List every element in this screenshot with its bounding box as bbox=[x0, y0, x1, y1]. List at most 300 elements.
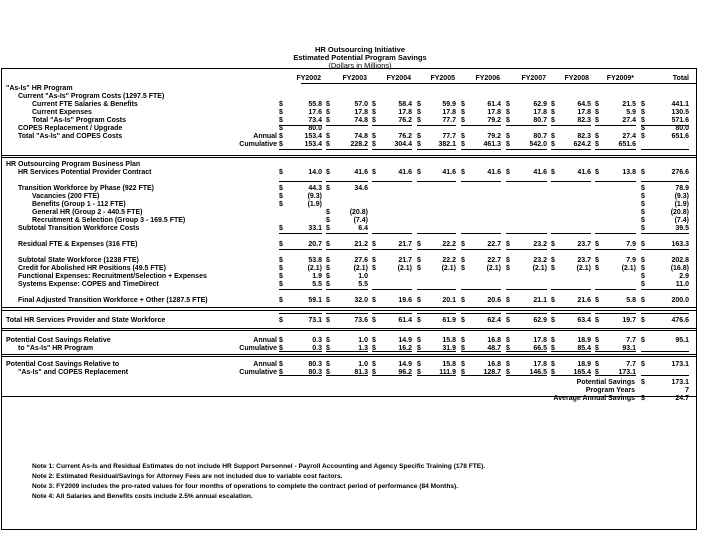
currency-sign: $ bbox=[417, 141, 421, 148]
column-header: FY2008 bbox=[564, 75, 589, 82]
currency-sign: $ bbox=[551, 265, 555, 272]
currency-sign: $ bbox=[641, 225, 645, 232]
subtotal-rule bbox=[372, 313, 412, 314]
subtotal-rule bbox=[641, 125, 689, 126]
currency-sign: $ bbox=[372, 133, 376, 140]
currency-sign: $ bbox=[417, 297, 421, 304]
currency-sign: $ bbox=[279, 345, 283, 352]
currency-sign: $ bbox=[641, 125, 645, 132]
currency-sign: $ bbox=[279, 185, 283, 192]
section-divider bbox=[2, 328, 697, 329]
subtotal-rule bbox=[372, 249, 412, 250]
section-divider bbox=[2, 307, 697, 308]
value-cell: 76.2 bbox=[398, 117, 412, 124]
value-cell: 17.8 bbox=[577, 109, 591, 116]
currency-sign: $ bbox=[279, 265, 283, 272]
row-label: Systems Expense: COPES and TimeDirect bbox=[18, 281, 159, 288]
value-cell: 15.8 bbox=[442, 337, 456, 344]
currency-sign: $ bbox=[641, 241, 645, 248]
subtotal-rule bbox=[417, 375, 456, 376]
currency-sign: $ bbox=[279, 297, 283, 304]
value-cell: 22.2 bbox=[442, 257, 456, 264]
value-cell: 22.2 bbox=[442, 241, 456, 248]
currency-sign: $ bbox=[279, 257, 283, 264]
value-cell: 62.9 bbox=[533, 101, 547, 108]
currency-sign: $ bbox=[279, 169, 283, 176]
subtotal-rule bbox=[326, 289, 368, 290]
currency-sign: $ bbox=[461, 361, 465, 368]
row-label: "As-Is" HR Program bbox=[6, 85, 73, 92]
row-label: Transition Workforce by Phase (922 FTE) bbox=[18, 185, 155, 192]
value-cell: 1.0 bbox=[358, 361, 368, 368]
row-label: General HR (Group 2 - 440.5 FTE) bbox=[32, 209, 143, 216]
value-cell: 128.7 bbox=[483, 369, 501, 376]
value-cell: 23.7 bbox=[577, 241, 591, 248]
currency-sign: $ bbox=[641, 281, 645, 288]
currency-sign: $ bbox=[641, 117, 645, 124]
currency-sign: $ bbox=[417, 109, 421, 116]
subtotal-rule bbox=[326, 313, 368, 314]
value-cell: 5.5 bbox=[312, 281, 322, 288]
value-cell: 476.6 bbox=[671, 317, 689, 324]
value-cell: (2.1) bbox=[576, 265, 591, 272]
value-cell: 53.8 bbox=[308, 257, 322, 264]
value-cell: 15.8 bbox=[442, 361, 456, 368]
value-cell: (20.8) bbox=[670, 209, 689, 216]
currency-sign: $ bbox=[372, 297, 376, 304]
value-cell: (7.4) bbox=[674, 217, 689, 224]
currency-sign: $ bbox=[461, 265, 465, 272]
currency-sign: $ bbox=[595, 169, 599, 176]
value-cell: 80.7 bbox=[533, 133, 547, 140]
row-label: "As-Is" and COPES Replacement bbox=[18, 369, 129, 376]
subtotal-rule bbox=[461, 375, 501, 376]
currency-sign: $ bbox=[506, 317, 510, 324]
currency-sign: $ bbox=[506, 265, 510, 272]
value-cell: 16.8 bbox=[487, 361, 501, 368]
currency-sign: $ bbox=[641, 379, 645, 386]
footnote: Note 1: Current As-Is and Residual Estimates do not include HR Support Personnel - Payroll Accounting and Agency Specific Training (178 FTE). bbox=[32, 463, 486, 470]
value-cell: 5.5 bbox=[358, 281, 368, 288]
subtotal-rule bbox=[279, 249, 322, 250]
value-cell: 81.3 bbox=[354, 369, 368, 376]
currency-sign: $ bbox=[595, 133, 599, 140]
subtotal-rule bbox=[279, 125, 322, 126]
subtotal-rule bbox=[372, 289, 412, 290]
subtotal-rule bbox=[641, 149, 689, 150]
value-cell: 41.6 bbox=[354, 169, 368, 176]
value-cell: 21.7 bbox=[398, 257, 412, 264]
subtotal-rule bbox=[595, 249, 636, 250]
savings-table bbox=[1, 68, 697, 530]
value-cell: 7.7 bbox=[626, 361, 636, 368]
value-cell: 63.4 bbox=[577, 317, 591, 324]
currency-sign: $ bbox=[551, 169, 555, 176]
currency-sign: $ bbox=[372, 265, 376, 272]
currency-sign: $ bbox=[595, 257, 599, 264]
value-cell: 17.8 bbox=[442, 109, 456, 116]
currency-sign: $ bbox=[506, 141, 510, 148]
currency-sign: $ bbox=[326, 257, 330, 264]
currency-sign: $ bbox=[641, 297, 645, 304]
value-cell: 73.6 bbox=[354, 317, 368, 324]
value-cell: 80.0 bbox=[675, 125, 689, 132]
row-label: Recruitment & Selection (Group 3 - 169.5 FTE) bbox=[32, 217, 186, 224]
value-cell: 14.0 bbox=[308, 169, 322, 176]
value-cell: 651.6 bbox=[618, 141, 636, 148]
currency-sign: $ bbox=[551, 133, 555, 140]
currency-sign: $ bbox=[326, 185, 330, 192]
value-cell: 5.9 bbox=[626, 109, 636, 116]
value-cell: 22.7 bbox=[487, 241, 501, 248]
value-cell: 624.2 bbox=[573, 141, 591, 148]
currency-sign: $ bbox=[551, 297, 555, 304]
section-divider bbox=[2, 155, 697, 156]
value-cell: 41.6 bbox=[533, 169, 547, 176]
subtotal-rule bbox=[641, 249, 689, 250]
subtotal-rule bbox=[551, 289, 591, 290]
currency-sign: $ bbox=[279, 101, 283, 108]
currency-sign: $ bbox=[326, 217, 330, 224]
currency-sign: $ bbox=[461, 337, 465, 344]
subtotal-rule bbox=[595, 313, 636, 314]
subtotal-rule bbox=[372, 375, 412, 376]
currency-sign: $ bbox=[551, 345, 555, 352]
section-divider bbox=[2, 356, 697, 357]
currency-sign: $ bbox=[641, 209, 645, 216]
value-cell: 21.7 bbox=[398, 241, 412, 248]
currency-sign: $ bbox=[372, 337, 376, 344]
value-cell: 82.3 bbox=[577, 133, 591, 140]
value-cell: 20.6 bbox=[487, 297, 501, 304]
currency-sign: $ bbox=[326, 337, 330, 344]
value-cell: (20.8) bbox=[349, 209, 368, 216]
currency-sign: $ bbox=[372, 345, 376, 352]
subtotal-rule bbox=[417, 289, 456, 290]
row-label: Subtotal Transition Workforce Costs bbox=[18, 225, 140, 232]
value-cell: 163.3 bbox=[671, 241, 689, 248]
currency-sign: $ bbox=[506, 169, 510, 176]
currency-sign: $ bbox=[551, 369, 555, 376]
value-cell: 85.4 bbox=[577, 345, 591, 352]
section-divider bbox=[2, 330, 697, 331]
value-cell: 48.7 bbox=[487, 345, 501, 352]
value-cell: 95.1 bbox=[675, 337, 689, 344]
column-header: FY2009* bbox=[606, 75, 634, 82]
value-cell: 41.6 bbox=[398, 169, 412, 176]
subtotal-rule bbox=[461, 249, 501, 250]
subtotal-rule bbox=[279, 289, 322, 290]
column-header: FY2003 bbox=[342, 75, 367, 82]
subtotal-rule bbox=[551, 375, 591, 376]
currency-sign: $ bbox=[551, 361, 555, 368]
currency-sign: $ bbox=[417, 241, 421, 248]
currency-sign: $ bbox=[641, 133, 645, 140]
value-cell: 96.2 bbox=[398, 369, 412, 376]
currency-sign: $ bbox=[506, 241, 510, 248]
currency-sign: $ bbox=[551, 257, 555, 264]
report-units: (Dollars in Millions) bbox=[328, 61, 392, 70]
value-cell: 1.0 bbox=[358, 337, 368, 344]
value-cell: 55.8 bbox=[308, 101, 322, 108]
currency-sign: $ bbox=[279, 133, 283, 140]
value-cell: 165.4 bbox=[573, 369, 591, 376]
footnote: Note 2: Estimated Residual/Savings for Attorney Fees are not included due to variable cost factors. bbox=[32, 473, 343, 480]
value-cell: 17.8 bbox=[533, 361, 547, 368]
currency-sign: $ bbox=[279, 193, 283, 200]
value-cell: 76.2 bbox=[398, 133, 412, 140]
subtotal-rule bbox=[326, 125, 368, 126]
subtotal-rule bbox=[595, 181, 636, 182]
row-sublabel: Cumulative bbox=[239, 345, 277, 352]
currency-sign: $ bbox=[372, 109, 376, 116]
value-cell: 21.1 bbox=[533, 297, 547, 304]
currency-sign: $ bbox=[641, 101, 645, 108]
value-cell: 39.5 bbox=[675, 225, 689, 232]
value-cell: 77.7 bbox=[442, 133, 456, 140]
currency-sign: $ bbox=[506, 337, 510, 344]
row-label: Potential Cost Savings Relative bbox=[6, 337, 111, 344]
currency-sign: $ bbox=[595, 337, 599, 344]
subtotal-rule bbox=[372, 351, 412, 352]
value-cell: 18.9 bbox=[577, 361, 591, 368]
value-cell: 7.9 bbox=[626, 241, 636, 248]
currency-sign: $ bbox=[641, 169, 645, 176]
value-cell: 21.5 bbox=[622, 101, 636, 108]
subtotal-rule bbox=[506, 149, 547, 150]
value-cell: 31.9 bbox=[442, 345, 456, 352]
subtotal-rule bbox=[595, 125, 636, 126]
subtotal-rule bbox=[641, 313, 689, 314]
currency-sign: $ bbox=[279, 273, 283, 280]
currency-sign: $ bbox=[461, 297, 465, 304]
header-underline bbox=[301, 83, 697, 84]
currency-sign: $ bbox=[326, 109, 330, 116]
currency-sign: $ bbox=[326, 117, 330, 124]
currency-sign: $ bbox=[279, 109, 283, 116]
subtotal-rule bbox=[506, 125, 547, 126]
subtotal-rule bbox=[595, 375, 636, 376]
subtotal-rule bbox=[641, 233, 689, 234]
value-cell: 16.8 bbox=[487, 337, 501, 344]
currency-sign: $ bbox=[372, 117, 376, 124]
row-sublabel: Cumulative bbox=[239, 141, 277, 148]
value-cell: 5.8 bbox=[626, 297, 636, 304]
value-cell: 41.6 bbox=[442, 169, 456, 176]
subtotal-rule bbox=[506, 351, 547, 352]
subtotal-rule bbox=[326, 181, 368, 182]
subtotal-rule bbox=[506, 313, 547, 314]
subtotal-rule bbox=[279, 313, 322, 314]
subtotal-rule bbox=[551, 313, 591, 314]
currency-sign: $ bbox=[595, 345, 599, 352]
currency-sign: $ bbox=[506, 133, 510, 140]
subtotal-rule bbox=[506, 375, 547, 376]
currency-sign: $ bbox=[595, 109, 599, 116]
value-cell: 57.0 bbox=[354, 101, 368, 108]
row-label: Residual FTE & Expenses (316 FTE) bbox=[18, 241, 138, 248]
value-cell: 19.7 bbox=[622, 317, 636, 324]
currency-sign: $ bbox=[279, 361, 283, 368]
subtotal-rule bbox=[551, 125, 591, 126]
value-cell: 382.1 bbox=[438, 141, 456, 148]
currency-sign: $ bbox=[326, 361, 330, 368]
value-cell: 17.8 bbox=[354, 109, 368, 116]
currency-sign: $ bbox=[326, 101, 330, 108]
row-label: HR Outsourcing Program Business Plan bbox=[6, 161, 141, 168]
value-cell: (1.9) bbox=[674, 201, 689, 208]
row-sublabel: Annual bbox=[253, 361, 277, 368]
value-cell: 21.2 bbox=[354, 241, 368, 248]
currency-sign: $ bbox=[595, 241, 599, 248]
currency-sign: $ bbox=[372, 101, 376, 108]
value-cell: 111.9 bbox=[439, 369, 456, 376]
currency-sign: $ bbox=[372, 169, 376, 176]
subtotal-rule bbox=[595, 233, 636, 234]
value-cell: 59.9 bbox=[442, 101, 456, 108]
subtotal-rule bbox=[461, 149, 501, 150]
currency-sign: $ bbox=[506, 361, 510, 368]
value-cell: (16.8) bbox=[670, 265, 689, 272]
value-cell: 82.3 bbox=[577, 117, 591, 124]
subtotal-rule bbox=[461, 351, 501, 352]
currency-sign: $ bbox=[326, 273, 330, 280]
value-cell: 651.6 bbox=[671, 133, 689, 140]
subtotal-rule bbox=[372, 233, 412, 234]
value-cell: 27.4 bbox=[622, 133, 636, 140]
value-cell: 59.1 bbox=[308, 297, 322, 304]
currency-sign: $ bbox=[461, 369, 465, 376]
column-header: Total bbox=[672, 75, 689, 82]
value-cell: 14.9 bbox=[398, 337, 412, 344]
value-cell: (9.3) bbox=[674, 193, 689, 200]
value-cell: 19.6 bbox=[398, 297, 412, 304]
currency-sign: $ bbox=[279, 225, 283, 232]
value-cell: 11.0 bbox=[675, 281, 689, 288]
section-divider bbox=[2, 157, 697, 158]
column-header: FY2006 bbox=[475, 75, 500, 82]
value-cell: 61.4 bbox=[398, 317, 412, 324]
subtotal-rule bbox=[461, 181, 501, 182]
row-label: Total "As-Is" and COPES Costs bbox=[18, 133, 123, 140]
currency-sign: $ bbox=[595, 101, 599, 108]
subtotal-rule bbox=[279, 375, 322, 376]
value-cell: 17.8 bbox=[533, 109, 547, 116]
value-cell: 61.4 bbox=[487, 101, 501, 108]
currency-sign: $ bbox=[326, 241, 330, 248]
currency-sign: $ bbox=[279, 337, 283, 344]
value-cell: 80.0 bbox=[308, 125, 322, 132]
subtotal-rule bbox=[551, 181, 591, 182]
value-cell: 17.8 bbox=[487, 109, 501, 116]
summary-value: 7 bbox=[685, 387, 689, 394]
value-cell: 153.4 bbox=[304, 141, 322, 148]
currency-sign: $ bbox=[417, 345, 421, 352]
currency-sign: $ bbox=[372, 241, 376, 248]
value-cell: 27.4 bbox=[622, 117, 636, 124]
value-cell: 27.6 bbox=[354, 257, 368, 264]
subtotal-rule bbox=[417, 249, 456, 250]
section-divider bbox=[2, 310, 697, 311]
currency-sign: $ bbox=[326, 225, 330, 232]
value-cell: 73.4 bbox=[308, 117, 322, 124]
value-cell: 73.1 bbox=[308, 317, 322, 324]
subtotal-rule bbox=[417, 125, 456, 126]
value-cell: 18.9 bbox=[577, 337, 591, 344]
currency-sign: $ bbox=[326, 369, 330, 376]
value-cell: 2.9 bbox=[679, 273, 689, 280]
currency-sign: $ bbox=[417, 117, 421, 124]
value-cell: 0.3 bbox=[312, 345, 322, 352]
currency-sign: $ bbox=[641, 185, 645, 192]
subtotal-rule bbox=[506, 233, 547, 234]
currency-sign: $ bbox=[595, 117, 599, 124]
subtotal-rule bbox=[551, 233, 591, 234]
summary-label: Program Years bbox=[585, 387, 635, 394]
currency-sign: $ bbox=[641, 395, 645, 402]
subtotal-rule bbox=[372, 125, 412, 126]
value-cell: 146.5 bbox=[529, 369, 547, 376]
subtotal-rule bbox=[417, 313, 456, 314]
summary-label: Average Annual Savings bbox=[553, 395, 635, 402]
subtotal-rule bbox=[595, 351, 636, 352]
value-cell: 20.7 bbox=[308, 241, 322, 248]
currency-sign: $ bbox=[461, 169, 465, 176]
value-cell: 80.3 bbox=[308, 369, 322, 376]
currency-sign: $ bbox=[506, 369, 510, 376]
currency-sign: $ bbox=[551, 141, 555, 148]
value-cell: 7.9 bbox=[626, 257, 636, 264]
summary-value: 173.1 bbox=[671, 379, 689, 386]
currency-sign: $ bbox=[595, 369, 599, 376]
subtotal-rule bbox=[461, 289, 501, 290]
currency-sign: $ bbox=[326, 141, 330, 148]
row-label: Vacancies (200 FTE) bbox=[32, 193, 100, 200]
value-cell: 228.2 bbox=[350, 141, 368, 148]
value-cell: 20.1 bbox=[442, 297, 456, 304]
section-divider bbox=[2, 354, 697, 355]
currency-sign: $ bbox=[461, 345, 465, 352]
subtotal-rule bbox=[641, 289, 689, 290]
subtotal-rule bbox=[641, 351, 689, 352]
currency-sign: $ bbox=[461, 257, 465, 264]
value-cell: 0.3 bbox=[312, 337, 322, 344]
report-subtitle: Estimated Potential Program Savings bbox=[293, 53, 427, 62]
value-cell: 461.3 bbox=[483, 141, 501, 148]
currency-sign: $ bbox=[279, 281, 283, 288]
value-cell: 93.1 bbox=[622, 345, 636, 352]
value-cell: (2.1) bbox=[307, 265, 322, 272]
currency-sign: $ bbox=[595, 297, 599, 304]
subtotal-rule bbox=[372, 181, 412, 182]
column-header: FY2004 bbox=[386, 75, 411, 82]
summary-value: 24.7 bbox=[675, 395, 689, 402]
value-cell: 173.1 bbox=[671, 361, 689, 368]
currency-sign: $ bbox=[506, 117, 510, 124]
value-cell: 23.2 bbox=[533, 241, 547, 248]
subtotal-rule bbox=[461, 125, 501, 126]
value-cell: (2.1) bbox=[397, 265, 412, 272]
row-label: HR Services Potential Provider Contract bbox=[18, 169, 152, 176]
column-header: FY2007 bbox=[521, 75, 546, 82]
currency-sign: $ bbox=[326, 317, 330, 324]
currency-sign: $ bbox=[372, 141, 376, 148]
value-cell: (1.9) bbox=[307, 201, 322, 208]
value-cell: 1.3 bbox=[358, 345, 368, 352]
currency-sign: $ bbox=[372, 317, 376, 324]
row-label: Current FTE Salaries & Benefits bbox=[32, 101, 138, 108]
value-cell: (7.4) bbox=[353, 217, 368, 224]
